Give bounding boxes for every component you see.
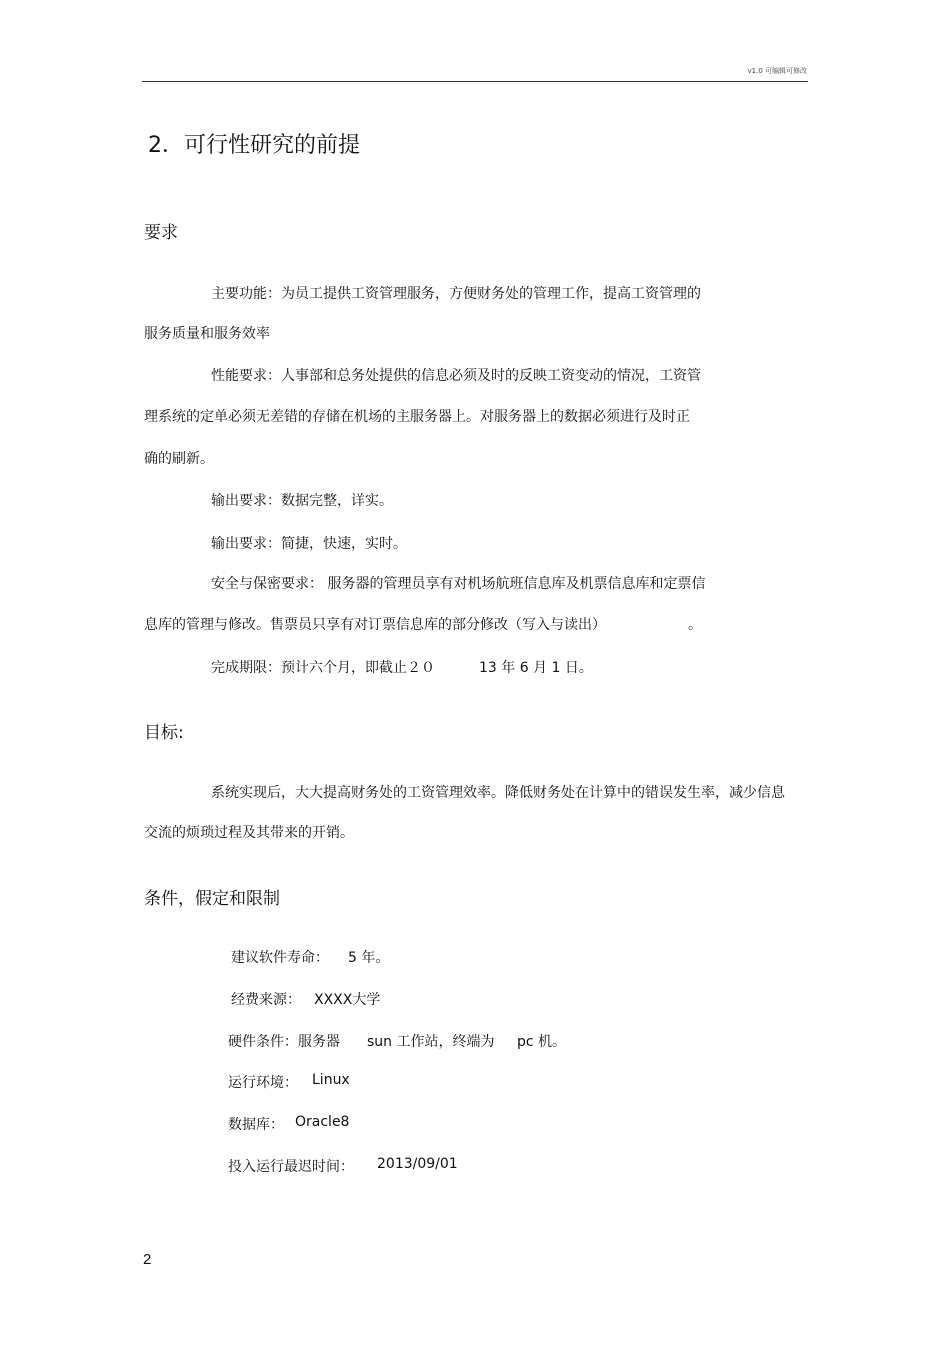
performance-line1: 性能要求：人事部和总务处提供的信息必须及时的反映工资变动的情况，工资管 (211, 368, 701, 384)
condition-label-funding: 经费来源： (231, 992, 301, 1008)
header-version-note: v1.0 可编辑可修改 (747, 67, 807, 75)
requirements-heading: 要求 (144, 223, 178, 243)
condition-value-hardware: sun 工作站，终端为 (367, 1034, 495, 1050)
performance-line3: 确的刷新。 (144, 451, 214, 467)
main-function-line2: 服务质量和服务效率 (144, 326, 270, 342)
section-title: 2．可行性研究的前提 (148, 133, 360, 158)
condition-value-funding: XXXX大学 (314, 992, 381, 1008)
deadline-part-a: 完成期限：预计六个月，即截止２０ (211, 660, 435, 676)
header-rule (142, 81, 808, 82)
conditions-heading: 条件，假定和限制 (144, 889, 280, 909)
condition-value-environment: Linux (312, 1072, 350, 1088)
security-line2: 息库的管理与修改。售票员只享有对订票信息库的部分修改（写入与读出） (144, 617, 606, 633)
output-requirement-2: 输出要求：简捷，快速，实时。 (211, 536, 407, 552)
goals-heading: 目标: (144, 723, 184, 743)
output-requirement-1: 输出要求：数据完整，详实。 (211, 493, 393, 509)
main-function-line1: 主要功能：为员工提供工资管理服务，方便财务处的管理工作，提高工资管理的 (211, 286, 701, 302)
condition-label-lifespan: 建议软件寿命： (231, 950, 329, 966)
condition-value-lifespan: 5 年。 (348, 950, 390, 966)
condition-value-database: Oracle8 (295, 1114, 350, 1130)
condition-label-database: 数据库： (228, 1117, 284, 1133)
condition-value2-hardware: pc 机。 (517, 1034, 567, 1050)
condition-label-environment: 运行环境： (228, 1075, 298, 1091)
page-number: 2 (143, 1251, 152, 1268)
security-line2-end: 。 (688, 617, 702, 633)
performance-line2: 理系统的定单必须无差错的存储在机场的主服务器上。对服务器上的数据必须进行及时正 (144, 409, 690, 425)
deadline-part-b: 13 年 6 月 1 日。 (479, 660, 593, 676)
condition-label-deadline: 投入运行最迟时间： (228, 1159, 354, 1175)
condition-label-hardware: 硬件条件：服务器 (228, 1034, 340, 1050)
goals-line1: 系统实现后，大大提高财务处的工资管理效率。降低财务处在计算中的错误发生率，减少信息 (211, 785, 785, 801)
goals-line2: 交流的烦琐过程及其带来的开销。 (144, 825, 354, 841)
security-line1: 安全与保密要求： 服务器的管理员享有对机场航班信息库及机票信息库和定票信 (211, 576, 706, 592)
condition-value-deadline: 2013/09/01 (377, 1156, 458, 1172)
